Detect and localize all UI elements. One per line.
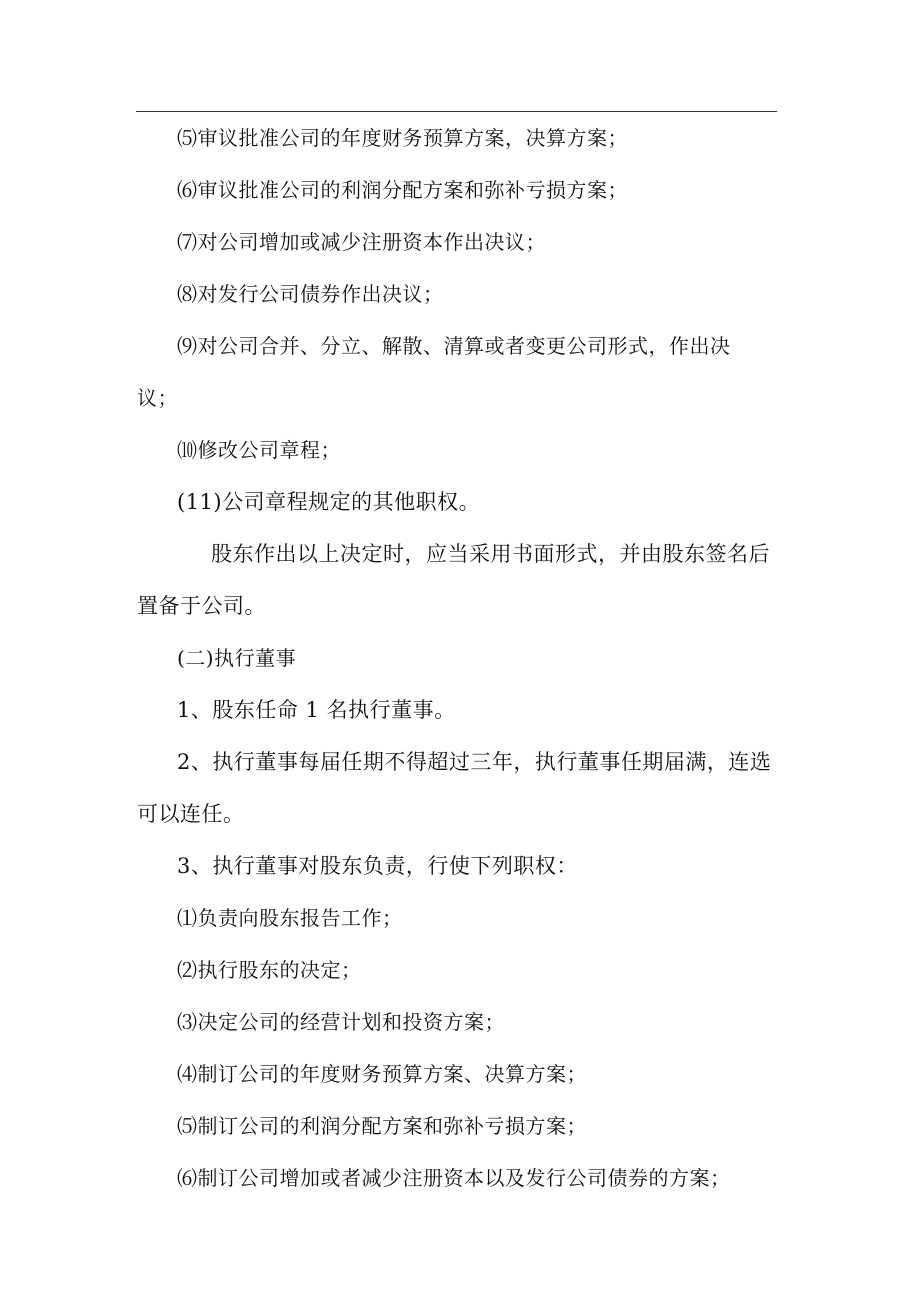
text-line: 可以连任。 <box>137 802 245 826</box>
text-line: ⑽修改公司章程； <box>177 438 341 462</box>
text-line: ⑻对发行公司债券作出决议； <box>177 282 444 306</box>
text-line: ⑴负责向股东报告工作； <box>177 906 403 930</box>
text-line: ⑺对公司增加或减少注册资本作出决议； <box>177 230 546 254</box>
text-line: ⑷制订公司的年度财务预算方案、决算方案； <box>177 1062 587 1086</box>
header-rule <box>136 111 777 112</box>
text-line: ⑸制订公司的利润分配方案和弥补亏损方案； <box>177 1114 587 1138</box>
text-line: 1、股东任命 1 名执行董事。 <box>177 698 456 722</box>
text-line: 股东作出以上决定时，应当采用书面形式，并由股东签名后 <box>211 542 770 566</box>
text-line: 置备于公司。 <box>137 594 266 618</box>
text-line: 2、执行董事每届任期不得超过三年，执行董事任期届满，连选 <box>177 750 772 774</box>
text-line: ⑸审议批准公司的年度财务预算方案，决算方案； <box>177 126 628 150</box>
text-line: (11)公司章程规定的其他职权。 <box>177 490 481 514</box>
text-line: 3、执行董事对股东负责，行使下列职权： <box>177 854 578 878</box>
text-line: 议； <box>137 386 178 410</box>
text-line: ⑹制订公司增加或者减少注册资本以及发行公司债券的方案； <box>177 1166 731 1190</box>
section-heading: (二)执行董事 <box>177 646 297 670</box>
text-line: ⑹审议批准公司的利润分配方案和弥补亏损方案； <box>177 178 628 202</box>
text-line: ⑶决定公司的经营计划和投资方案； <box>177 1010 505 1034</box>
text-line: ⑵执行股东的决定； <box>177 958 362 982</box>
text-line: ⑼对公司合并、分立、解散、清算或者变更公司形式，作出决 <box>177 334 731 358</box>
